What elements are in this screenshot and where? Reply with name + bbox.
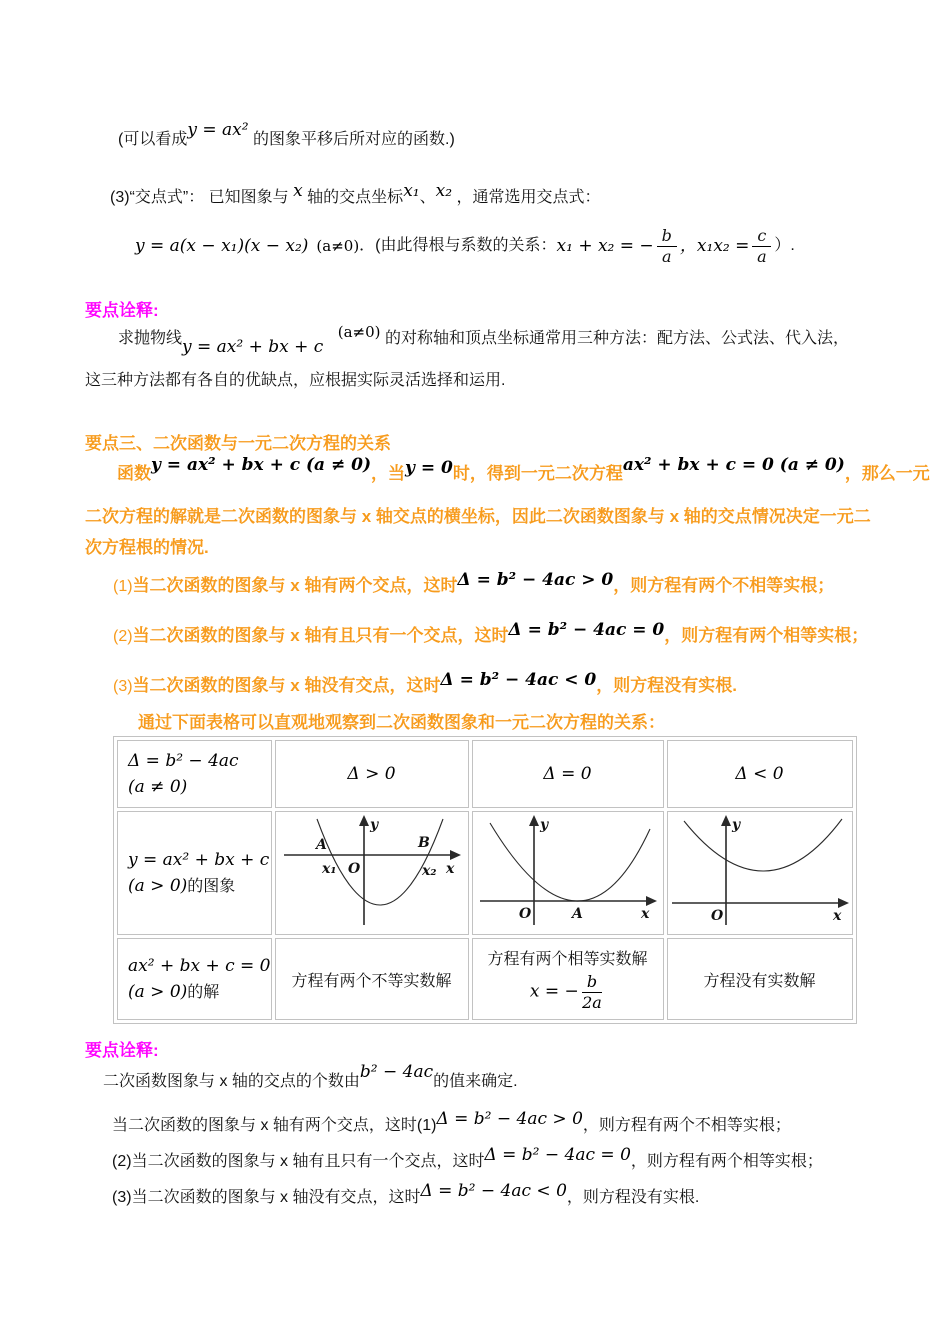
item-number: (3) bbox=[113, 678, 133, 695]
intro-line-2-text-a: (3)“交点式”： 已知图象与 bbox=[110, 189, 289, 206]
formula-delta-lt-0: Δ = b² − 4ac < 0 bbox=[420, 1181, 567, 1201]
keynote-b-text-b: 的值来确定. bbox=[433, 1073, 518, 1090]
label-y: y bbox=[369, 816, 378, 833]
item-text-b: ，则方程没有实根. bbox=[596, 676, 737, 695]
fraction-denominator: 2a bbox=[582, 992, 602, 1012]
solution-none-text: 方程没有实数解 bbox=[703, 972, 816, 990]
label-O: O bbox=[710, 907, 723, 924]
fraction-numerator: c bbox=[752, 227, 771, 247]
parabola-two-roots-graph bbox=[280, 813, 464, 929]
label-B: B bbox=[417, 834, 430, 851]
table-solution-row bbox=[117, 938, 853, 1020]
keynote-b-text-a: 二次函数图象与 x 轴的交点的个数由 bbox=[103, 1073, 360, 1090]
item-text-a: 当二次函数的图象与 x 轴有且只有一个交点，这时 bbox=[131, 1153, 485, 1170]
formula-quadratic-eq: ax² + bx + c = 0 (a ≠ 0) bbox=[622, 455, 845, 475]
keynote-b-item-2 bbox=[112, 1146, 823, 1177]
solution-row-label-suffix: 的解 bbox=[187, 983, 220, 1001]
formula-general-form: y = ax² + bx + c bbox=[182, 337, 324, 357]
label-A: A bbox=[571, 905, 583, 922]
keynote-b-item-1 bbox=[112, 1110, 791, 1141]
solution-row-label-cell bbox=[117, 938, 272, 1020]
label-O: O bbox=[347, 860, 360, 877]
label-A: A bbox=[315, 836, 327, 853]
section3-item-1 bbox=[113, 570, 834, 602]
section3-text-c: 时，得到一元二次方程 bbox=[452, 464, 623, 483]
solution-root-formula bbox=[473, 973, 663, 1011]
formula-delta-gt-0: Δ = b² − 4ac > 0 bbox=[436, 1109, 583, 1129]
header-cell-delta-positive bbox=[275, 740, 469, 808]
table-header-row bbox=[117, 740, 853, 808]
label-x: x bbox=[832, 907, 841, 924]
formula-a-ne-0: (a≠0) bbox=[316, 237, 360, 255]
fraction-b-over-a bbox=[657, 227, 677, 265]
item-text-a: 当二次函数的图象与 x 轴有且只有一个交点，这时 bbox=[132, 626, 509, 645]
parabola-curve bbox=[490, 823, 650, 901]
formula-a-ne-0: (a≠0) bbox=[337, 323, 381, 341]
fraction-numerator: b bbox=[582, 973, 602, 993]
intro-line-3 bbox=[135, 215, 795, 277]
formula-delta-eq-0: Δ = 0 bbox=[543, 764, 592, 784]
keynote-b-item-3 bbox=[112, 1182, 699, 1213]
intro-line-3-text-a: ．(由此得根与系数的关系： bbox=[359, 237, 557, 254]
x-axis-arrow-icon bbox=[450, 850, 461, 860]
solution-two-equal-cell bbox=[472, 938, 664, 1020]
x-axis-arrow-icon bbox=[838, 898, 849, 908]
formula-vieta-product: ，x₁x₂ = bbox=[679, 236, 750, 256]
item-text-b: ，则方程有两个相等实根； bbox=[664, 626, 869, 645]
keynote-a-line-1 bbox=[118, 323, 849, 357]
item-text-b: ，则方程有两个不相等实根； bbox=[582, 1117, 791, 1134]
formula-delta-gt-0: Δ = b² − 4ac > 0 bbox=[457, 570, 614, 590]
label-y: y bbox=[539, 816, 548, 833]
item-number: (2) bbox=[113, 628, 133, 645]
intro-line-2 bbox=[110, 182, 600, 213]
label-x1: x₁ bbox=[321, 860, 336, 877]
section3-para-3: 次方程根的情况. bbox=[85, 538, 209, 557]
item-text-a: 当二次函数的图象与 x 轴没有交点，这时 bbox=[131, 1189, 421, 1206]
label-y: y bbox=[731, 816, 740, 833]
formula-delta-gt-0: Δ > 0 bbox=[347, 764, 396, 784]
intro-line-1-text-b: 的图象平移后所对应的函数.) bbox=[253, 131, 455, 148]
num: (1) bbox=[416, 1117, 437, 1134]
section3-text-b: ，当 bbox=[371, 464, 406, 483]
formula-fn-general: y = ax² + bx + c (a ≠ 0) bbox=[151, 455, 372, 475]
graph-row-label-cell bbox=[117, 811, 272, 935]
keynote-a-text-a: 求抛物线 bbox=[118, 330, 183, 347]
section3-item-3 bbox=[113, 670, 737, 702]
section3-para-1 bbox=[117, 455, 930, 490]
item-text-b: ，则方程有两个相等实根； bbox=[630, 1153, 823, 1170]
formula-x2: x₂ bbox=[435, 181, 453, 201]
relation-table bbox=[113, 736, 857, 1024]
section3-item-2 bbox=[113, 620, 868, 652]
graph-row-label-line2 bbox=[128, 873, 271, 900]
item-number: (2) bbox=[112, 1153, 132, 1170]
formula-discriminant: Δ = b² − 4ac bbox=[128, 751, 239, 771]
section3-text-a: 函数 bbox=[117, 464, 151, 483]
formula-b2-4ac: b² − 4ac bbox=[359, 1062, 434, 1082]
keynote-b-line-1 bbox=[103, 1062, 518, 1097]
formula-a-gt-0: (a > 0) bbox=[128, 981, 188, 1002]
formula-intersection-form: y = a(x − x₁)(x − x₂) bbox=[135, 236, 309, 256]
graph-cell-two-roots bbox=[275, 811, 469, 935]
formula-a-ne-0: (a ≠ 0) bbox=[128, 777, 188, 797]
item-number: (3) bbox=[112, 1189, 132, 1206]
fraction-denominator: a bbox=[757, 246, 767, 266]
item-text-b: ，则方程有两个不相等实根； bbox=[613, 576, 835, 595]
intro-line-3-text-b: ）. bbox=[774, 237, 795, 254]
formula-vieta-sum: x₁ + x₂ = − bbox=[556, 236, 654, 256]
formula-delta-eq-0: Δ = b² − 4ac = 0 bbox=[484, 1145, 631, 1165]
item-text-a: 当二次函数的图象与 x 轴有两个交点，这时 bbox=[112, 1117, 417, 1134]
header-cell-delta-negative bbox=[667, 740, 853, 808]
intro-line-2-sep: 、 bbox=[419, 189, 436, 206]
formula-a-gt-0: (a > 0) bbox=[128, 875, 188, 896]
intro-line-2-text-b: 轴的交点坐标 bbox=[307, 189, 404, 206]
solution-two-unequal-cell bbox=[275, 938, 469, 1020]
formula-y-eq-0: y = 0 bbox=[405, 458, 453, 478]
intro-line-2-text-c: ，通常选用交点式： bbox=[456, 189, 601, 206]
label-x: x bbox=[640, 905, 649, 922]
label-x2: x₂ bbox=[421, 862, 436, 879]
item-text-b: ，则方程没有实根. bbox=[566, 1189, 700, 1206]
formula-equation: ax² + bx + c = 0 bbox=[128, 955, 271, 976]
formula-delta-eq-0: Δ = b² − 4ac = 0 bbox=[508, 620, 665, 640]
keynote-a-text-b: 的对称轴和顶点坐标通常用三种方法：配方法、公式法、代入法， bbox=[384, 330, 849, 347]
parabola-curve bbox=[684, 816, 842, 871]
graph-row-label-suffix: 的图象 bbox=[187, 877, 236, 895]
y-axis-arrow-icon bbox=[721, 815, 731, 826]
fraction-denominator: a bbox=[662, 246, 672, 266]
intro-line-1 bbox=[118, 120, 455, 155]
section3-heading: 要点三、二次函数与一元二次方程的关系 bbox=[85, 434, 391, 453]
graph-cell-one-root bbox=[472, 811, 664, 935]
formula-x-eq: x = − bbox=[529, 981, 579, 1002]
section3-para-4: 通过下面表格可以直观地观察到二次函数图象和一元二次方程的关系： bbox=[138, 713, 665, 732]
formula-x1: x₁ bbox=[403, 181, 420, 201]
solution-two-equal-text: 方程有两个相等实数解 bbox=[487, 950, 648, 968]
keynote-heading-2: 要点诠释: bbox=[85, 1041, 159, 1060]
fraction-numerator: b bbox=[657, 227, 677, 247]
item-text-a: 当二次函数的图象与 x 轴有两个交点，这时 bbox=[132, 576, 458, 595]
keynote-heading-1: 要点诠释: bbox=[85, 301, 159, 320]
fraction-c-over-a bbox=[752, 227, 771, 265]
section3-para-2: 二次方程的解就是二次函数的图象与 x 轴交点的横坐标，因此二次函数图象与 x 轴的交点情况决定一元二 bbox=[85, 507, 871, 526]
keynote-a-line-2: 这三种方法都有各自的优缺点，应根据实际灵活选择和运用. bbox=[85, 372, 506, 389]
label-O: O bbox=[518, 905, 531, 922]
item-full bbox=[417, 1117, 437, 1134]
graph-cell-no-root bbox=[667, 811, 853, 935]
header-cell-discriminant bbox=[117, 740, 272, 808]
section3-text-d: ，那么一元 bbox=[844, 464, 930, 483]
formula-y-eq-ax2: y = ax² bbox=[187, 120, 249, 140]
formula-delta-lt-0: Δ = b² − 4ac < 0 bbox=[440, 670, 597, 690]
parabola-one-root-graph bbox=[476, 813, 660, 929]
table-graph-row bbox=[117, 811, 853, 935]
fraction-b-over-2a bbox=[582, 973, 602, 1011]
formula-delta-lt-0: Δ < 0 bbox=[735, 764, 784, 784]
label-x: x bbox=[445, 860, 454, 877]
y-axis-arrow-icon bbox=[359, 815, 369, 826]
formula-x: x bbox=[293, 181, 303, 201]
item-number: (1) bbox=[113, 578, 133, 595]
parabola-no-root-graph bbox=[668, 813, 852, 929]
solution-two-unequal-text: 方程有两个不等实数解 bbox=[291, 972, 452, 990]
solution-none-cell bbox=[667, 938, 853, 1020]
header-cell-delta-zero bbox=[472, 740, 664, 808]
solution-row-label-line2 bbox=[128, 979, 271, 1006]
formula-parabola: y = ax² + bx + c bbox=[128, 849, 270, 870]
x-axis-arrow-icon bbox=[646, 896, 657, 906]
y-axis-arrow-icon bbox=[529, 815, 539, 826]
intro-line-1-text-a: (可以看成 bbox=[118, 131, 188, 148]
item-text-a: 当二次函数的图象与 x 轴没有交点，这时 bbox=[132, 676, 441, 695]
